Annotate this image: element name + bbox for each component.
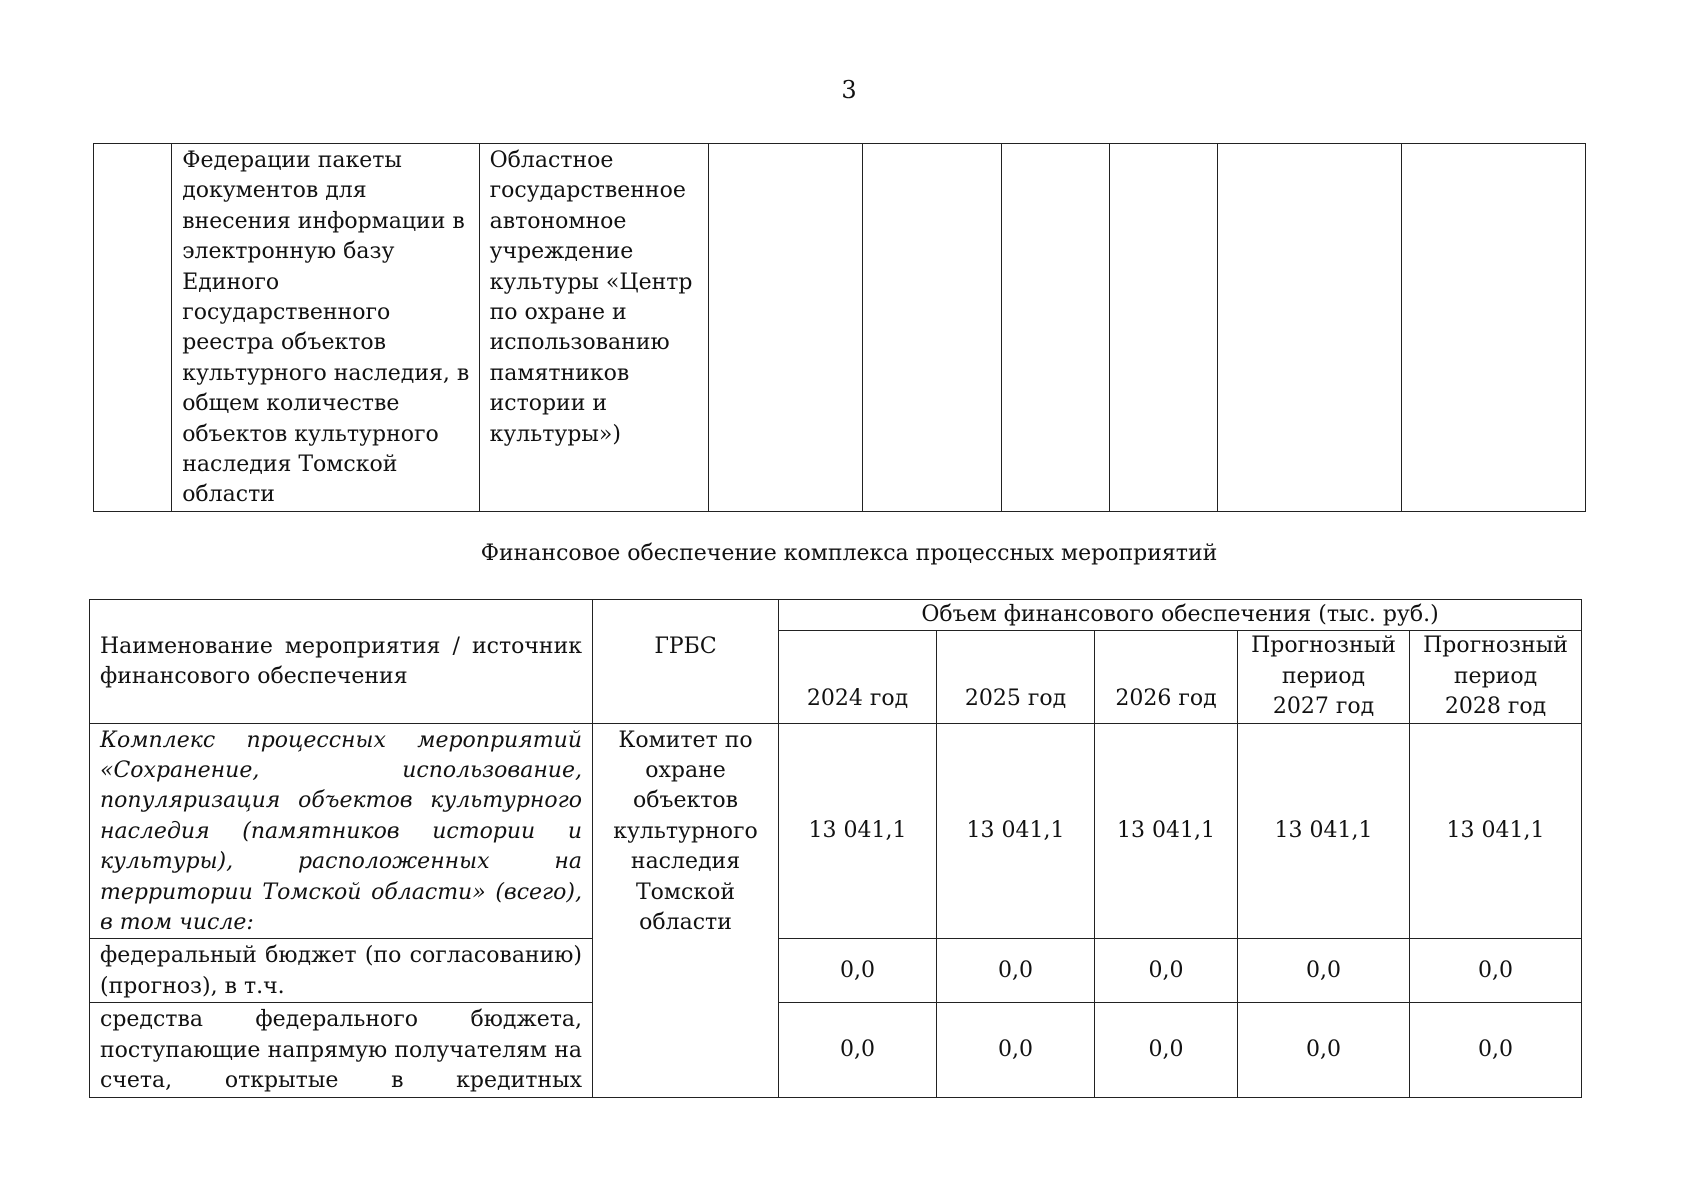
value-cell: 0,0	[779, 1003, 937, 1097]
header-volume	[779, 600, 1582, 631]
header-row	[90, 600, 1582, 631]
value-cell: 0,0	[937, 1003, 1095, 1097]
header-grbs	[593, 600, 779, 724]
header-volume-text: Объем финансового обеспечения (тыс. руб.)	[921, 602, 1439, 627]
empty-cell	[708, 144, 862, 512]
empty-cell	[1401, 144, 1585, 512]
value-cell: 0,0	[1238, 1003, 1410, 1097]
table-row	[90, 939, 1582, 1003]
description-cell	[172, 144, 479, 512]
row-name	[90, 939, 593, 1003]
year-label: 2026 год	[1115, 686, 1217, 712]
empty-cell	[863, 144, 1002, 512]
header-grbs-text: ГРБС	[654, 634, 717, 659]
page-number: 3	[841, 76, 857, 104]
empty-cell	[1110, 144, 1217, 512]
row-name	[90, 723, 593, 939]
table-row	[94, 144, 1586, 512]
empty-cell	[1002, 144, 1110, 512]
year-label: 2024 год	[806, 686, 909, 712]
forecast-label: Прогнозный период	[1423, 633, 1568, 689]
forecast-label: Прогнозный период	[1251, 633, 1396, 689]
year-2026	[1095, 631, 1238, 723]
row-name-text: Комплекс процессных мероприятий «Сохранение, использование, популяризация объектов культурного наследия (памятников истории и культуры), расположенных на территории Томской области» (всего), в том числе:	[100, 727, 582, 936]
table-row	[90, 723, 1582, 939]
grbs-text: Комитет по охране объектов культурного наследия Томской области	[613, 727, 758, 936]
description-text: Федерации пакеты документов для внесения информации в электронную базу Единого государственного реестра объектов культурного наследия, в общем количестве объектов культурного наследия Томской области	[182, 148, 470, 508]
value-cell: 0,0	[1095, 1003, 1238, 1097]
year-label: 2027 год	[1272, 694, 1375, 720]
continuation-table	[93, 143, 1586, 512]
value-cell: 0,0	[1238, 939, 1410, 1003]
value-cell: 13 041,1	[1095, 723, 1238, 939]
value-cell: 0,0	[937, 939, 1095, 1003]
header-name	[90, 600, 593, 724]
section-caption: Финансовое обеспечение комплекса процессных мероприятий	[480, 541, 1218, 566]
value-cell: 0,0	[1095, 939, 1238, 1003]
value-cell: 13 041,1	[937, 723, 1095, 939]
executor-cell	[479, 144, 708, 512]
row-name	[90, 1003, 593, 1097]
value-cell: 13 041,1	[779, 723, 937, 939]
header-name-text: Наименование мероприятия / источник финансового обеспечения	[100, 634, 582, 690]
executor-text: Областное государственное автономное учреждение культуры «Центр по охране и использованию памятников истории и культуры»)	[489, 148, 693, 447]
row-name-text: средства федерального бюджета, поступающие напрямую получателям на счета, открытые в кредитных	[100, 1007, 582, 1094]
grbs-cell	[593, 723, 779, 1097]
empty-cell	[1217, 144, 1401, 512]
year-label: 2028 год	[1444, 694, 1547, 720]
value-cell: 13 041,1	[1410, 723, 1582, 939]
year-2024	[779, 631, 937, 723]
row-name-text: федеральный бюджет (по согласованию) (прогноз), в т.ч.	[100, 943, 582, 999]
value-cell: 0,0	[1410, 939, 1582, 1003]
year-2027	[1238, 631, 1410, 723]
year-2025	[937, 631, 1095, 723]
row-number-cell	[94, 144, 172, 512]
value-cell: 13 041,1	[1238, 723, 1410, 939]
value-cell: 0,0	[1410, 1003, 1582, 1097]
finance-table	[89, 599, 1582, 1098]
year-label: 2025 год	[964, 686, 1067, 712]
value-cell: 0,0	[779, 939, 937, 1003]
table-row	[90, 1003, 1582, 1097]
year-2028	[1410, 631, 1582, 723]
